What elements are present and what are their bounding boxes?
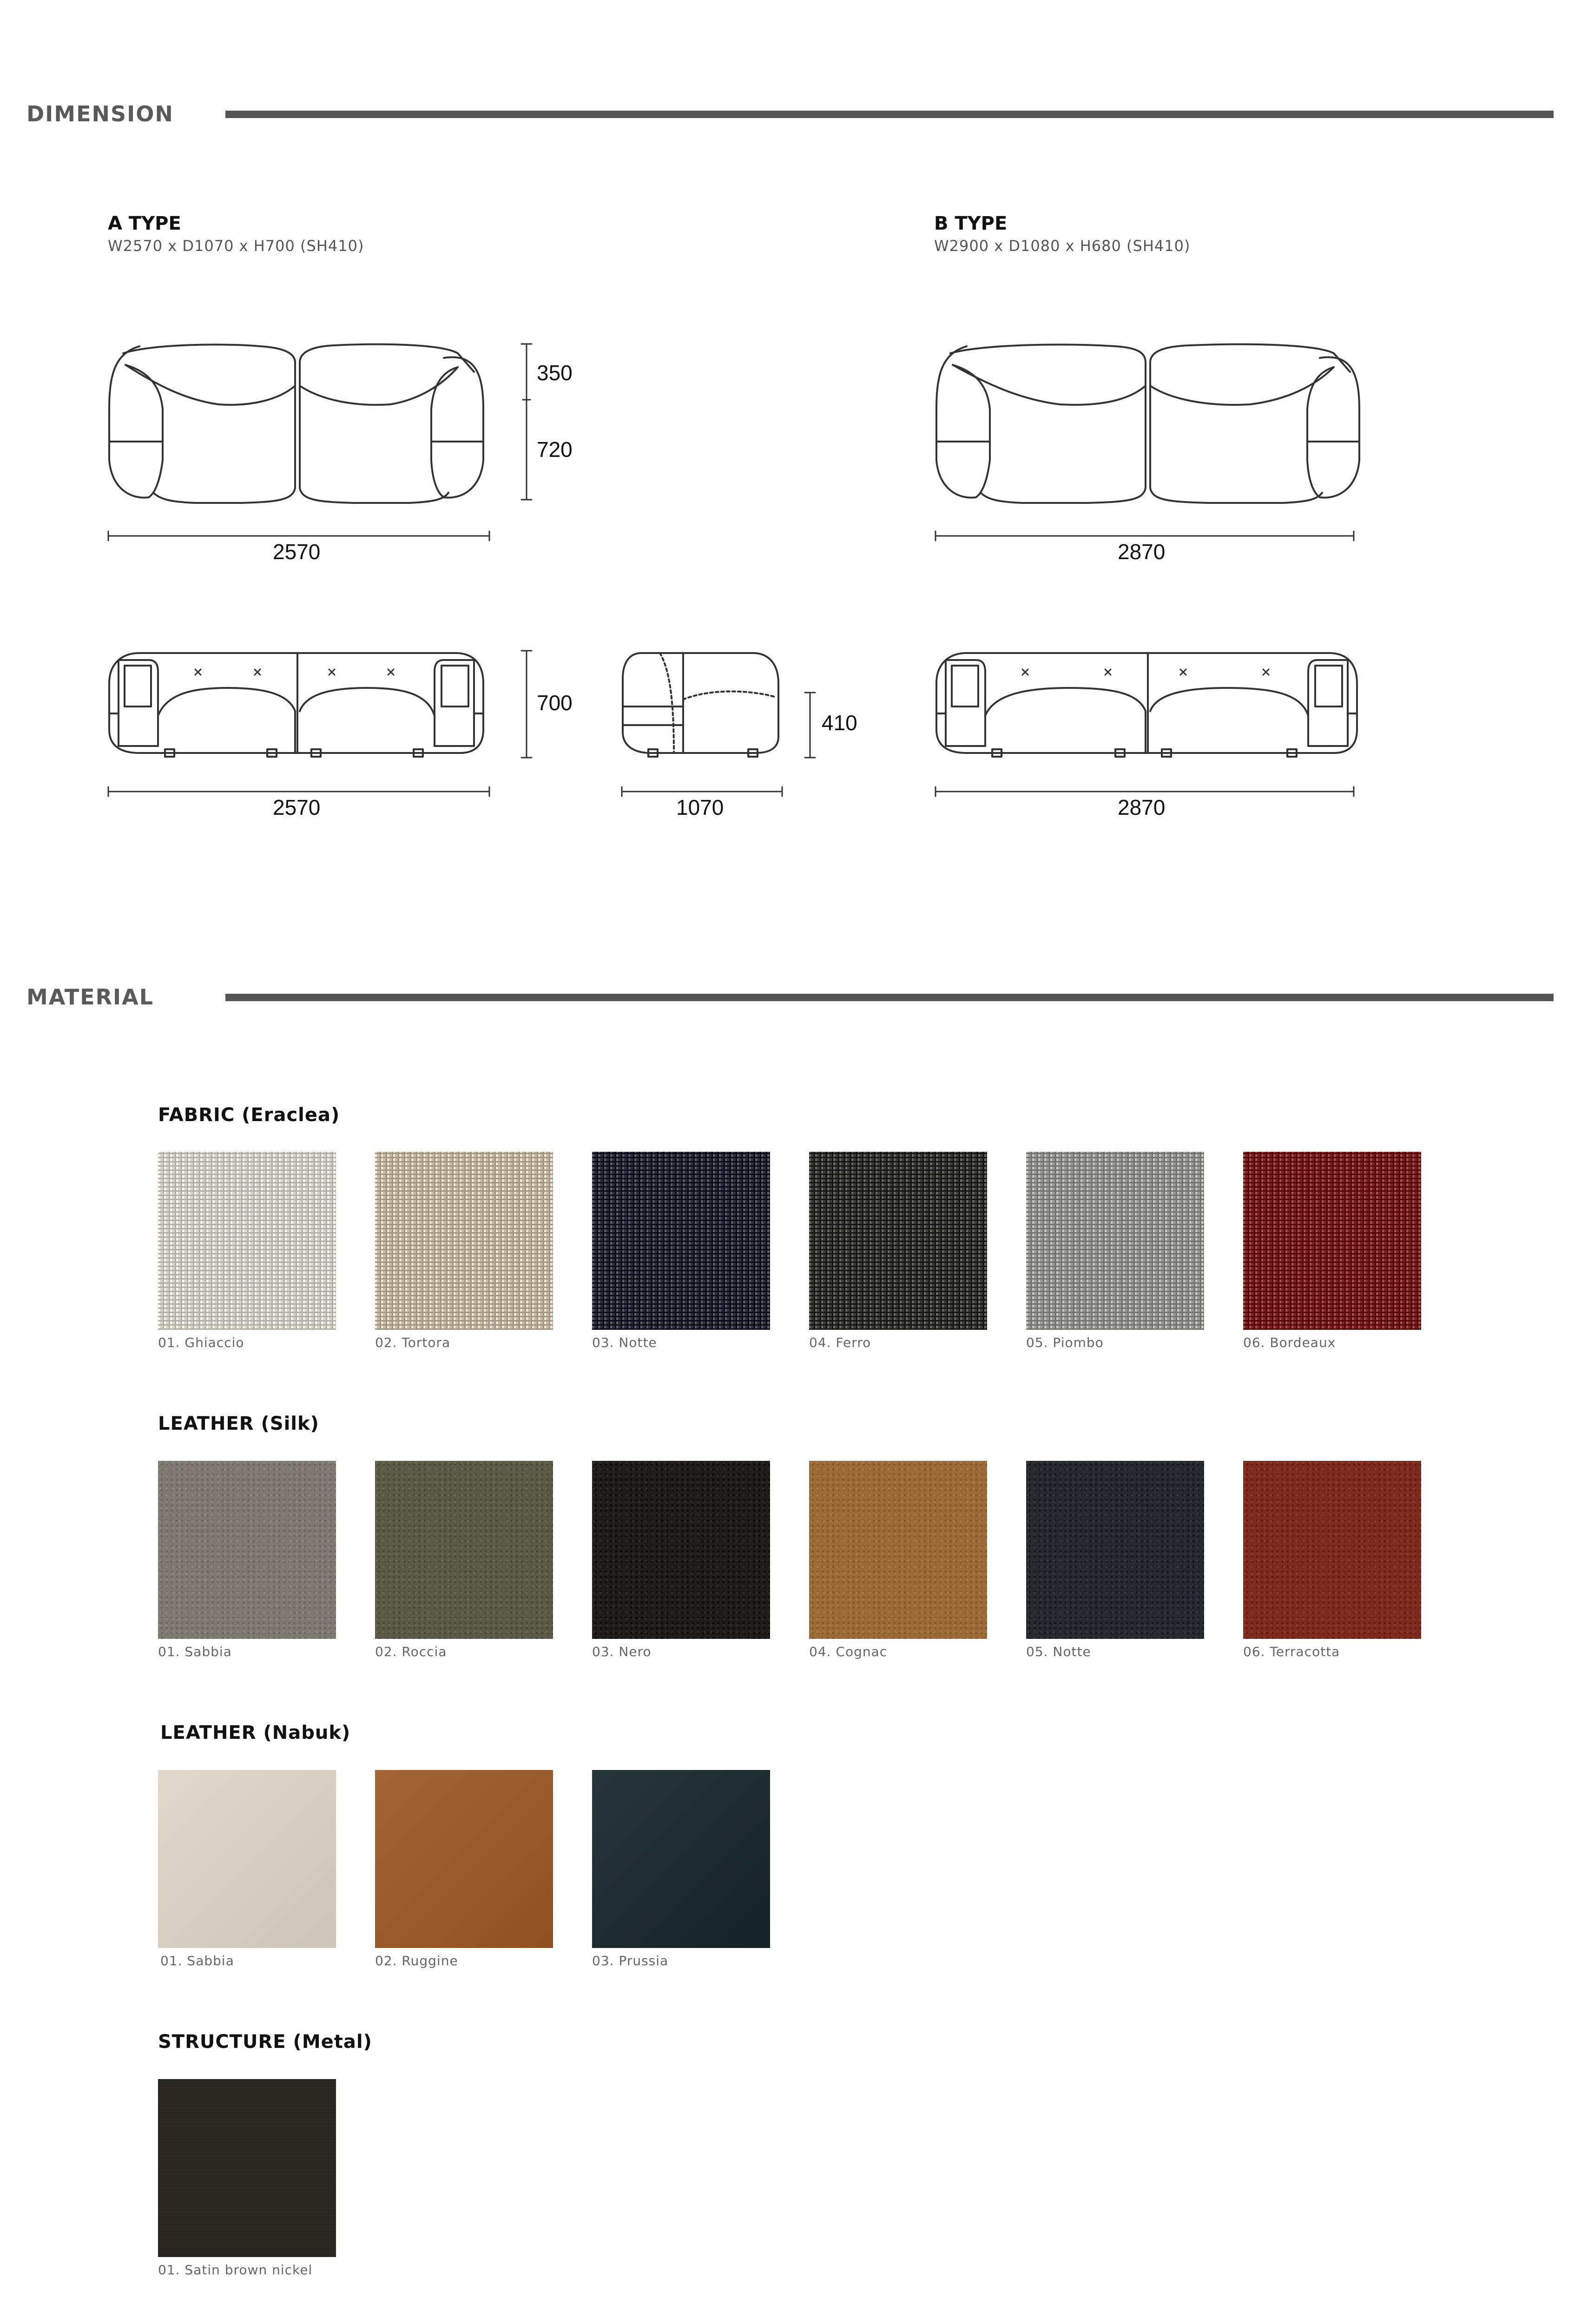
- a-type-front-drawing: [109, 344, 483, 503]
- swatch-fabric-ghiaccio[interactable]: [158, 1152, 336, 1330]
- b-type-front-drawing: [936, 344, 1359, 503]
- swatch-label: 05. Piombo: [1026, 1335, 1104, 1350]
- depth-label: 1070: [676, 795, 724, 819]
- swatch-leather-silk-cognac[interactable]: [809, 1461, 987, 1639]
- swatch-label: 02. Tortora: [375, 1335, 451, 1350]
- swatch-leather-nabuk-sabbia[interactable]: [158, 1770, 336, 1948]
- swatch-label: 02. Ruggine: [375, 1953, 458, 1968]
- swatch-label: 06. Bordeaux: [1243, 1335, 1336, 1350]
- material-section-title: MATERIAL: [26, 984, 154, 1010]
- swatch-leather-silk-notte[interactable]: [1026, 1461, 1204, 1639]
- leather-silk-group-title: LEATHER (Silk): [158, 1413, 319, 1434]
- swatch-leather-silk-roccia[interactable]: [375, 1461, 553, 1639]
- swatch-label: 01. Satin brown nickel: [158, 2262, 313, 2278]
- swatch-label: 01. Ghiaccio: [158, 1335, 244, 1350]
- swatch-leather-silk-terracotta[interactable]: [1243, 1461, 1421, 1639]
- a-type-front-height-label: 720: [537, 437, 573, 462]
- swatch-leather-silk-nero[interactable]: [592, 1461, 770, 1639]
- swatch-label: 04. Ferro: [809, 1335, 871, 1350]
- swatch-label: 06. Terracotta: [1243, 1644, 1340, 1659]
- a-type-front-width-label: 2570: [273, 540, 321, 564]
- fabric-group-title: FABRIC (Eraclea): [158, 1104, 340, 1126]
- a-type-side-width-label: 2570: [273, 795, 321, 819]
- swatch-fabric-piombo[interactable]: [1026, 1152, 1204, 1330]
- a-type-back-height-label: 350: [537, 361, 573, 385]
- swatch-fabric-bordeaux[interactable]: [1243, 1152, 1421, 1330]
- swatch-fabric-notte[interactable]: [592, 1152, 770, 1330]
- swatch-leather-silk-sabbia[interactable]: [158, 1461, 336, 1639]
- dimension-divider: [225, 111, 1554, 118]
- b-type-title: B TYPE: [934, 213, 1008, 234]
- side-view-drawing: [623, 653, 778, 757]
- a-type-title: A TYPE: [108, 213, 181, 234]
- b-type-spec: W2900 x D1080 x H680 (SH410): [934, 237, 1191, 255]
- sofa-dimension-drawings: [0, 0, 1581, 930]
- swatch-label: 03. Prussia: [592, 1953, 669, 1968]
- swatch-label: 01. Sabbia: [160, 1953, 234, 1968]
- b-type-front-width-label: 2870: [1118, 540, 1166, 564]
- swatch-label: 03. Nero: [592, 1644, 652, 1659]
- swatch-label: 03. Notte: [592, 1335, 657, 1350]
- swatch-label: 05. Notte: [1026, 1644, 1091, 1659]
- swatch-fabric-tortora[interactable]: [375, 1152, 553, 1330]
- swatch-metal-satin-brown-nickel[interactable]: [158, 2079, 336, 2257]
- b-type-top-drawing: [936, 653, 1357, 757]
- swatch-leather-nabuk-prussia[interactable]: [592, 1770, 770, 1948]
- dimension-section-title: DIMENSION: [26, 101, 174, 126]
- material-divider: [225, 994, 1554, 1001]
- swatch-label: 01. Sabbia: [158, 1644, 232, 1659]
- a-type-side-height-label: 700: [537, 691, 573, 715]
- swatch-fabric-ferro[interactable]: [809, 1152, 987, 1330]
- swatch-label: 04. Cognac: [809, 1644, 888, 1659]
- seat-height-label: 410: [822, 711, 857, 735]
- swatch-label: 02. Roccia: [375, 1644, 447, 1659]
- b-type-side-width-label: 2870: [1118, 795, 1166, 819]
- a-type-spec: W2570 x D1070 x H700 (SH410): [108, 237, 364, 255]
- swatch-leather-nabuk-ruggine[interactable]: [375, 1770, 553, 1948]
- leather-nabuk-group-title: LEATHER (Nabuk): [160, 1722, 351, 1743]
- structure-metal-group-title: STRUCTURE (Metal): [158, 2031, 372, 2053]
- a-type-top-drawing: [109, 653, 483, 757]
